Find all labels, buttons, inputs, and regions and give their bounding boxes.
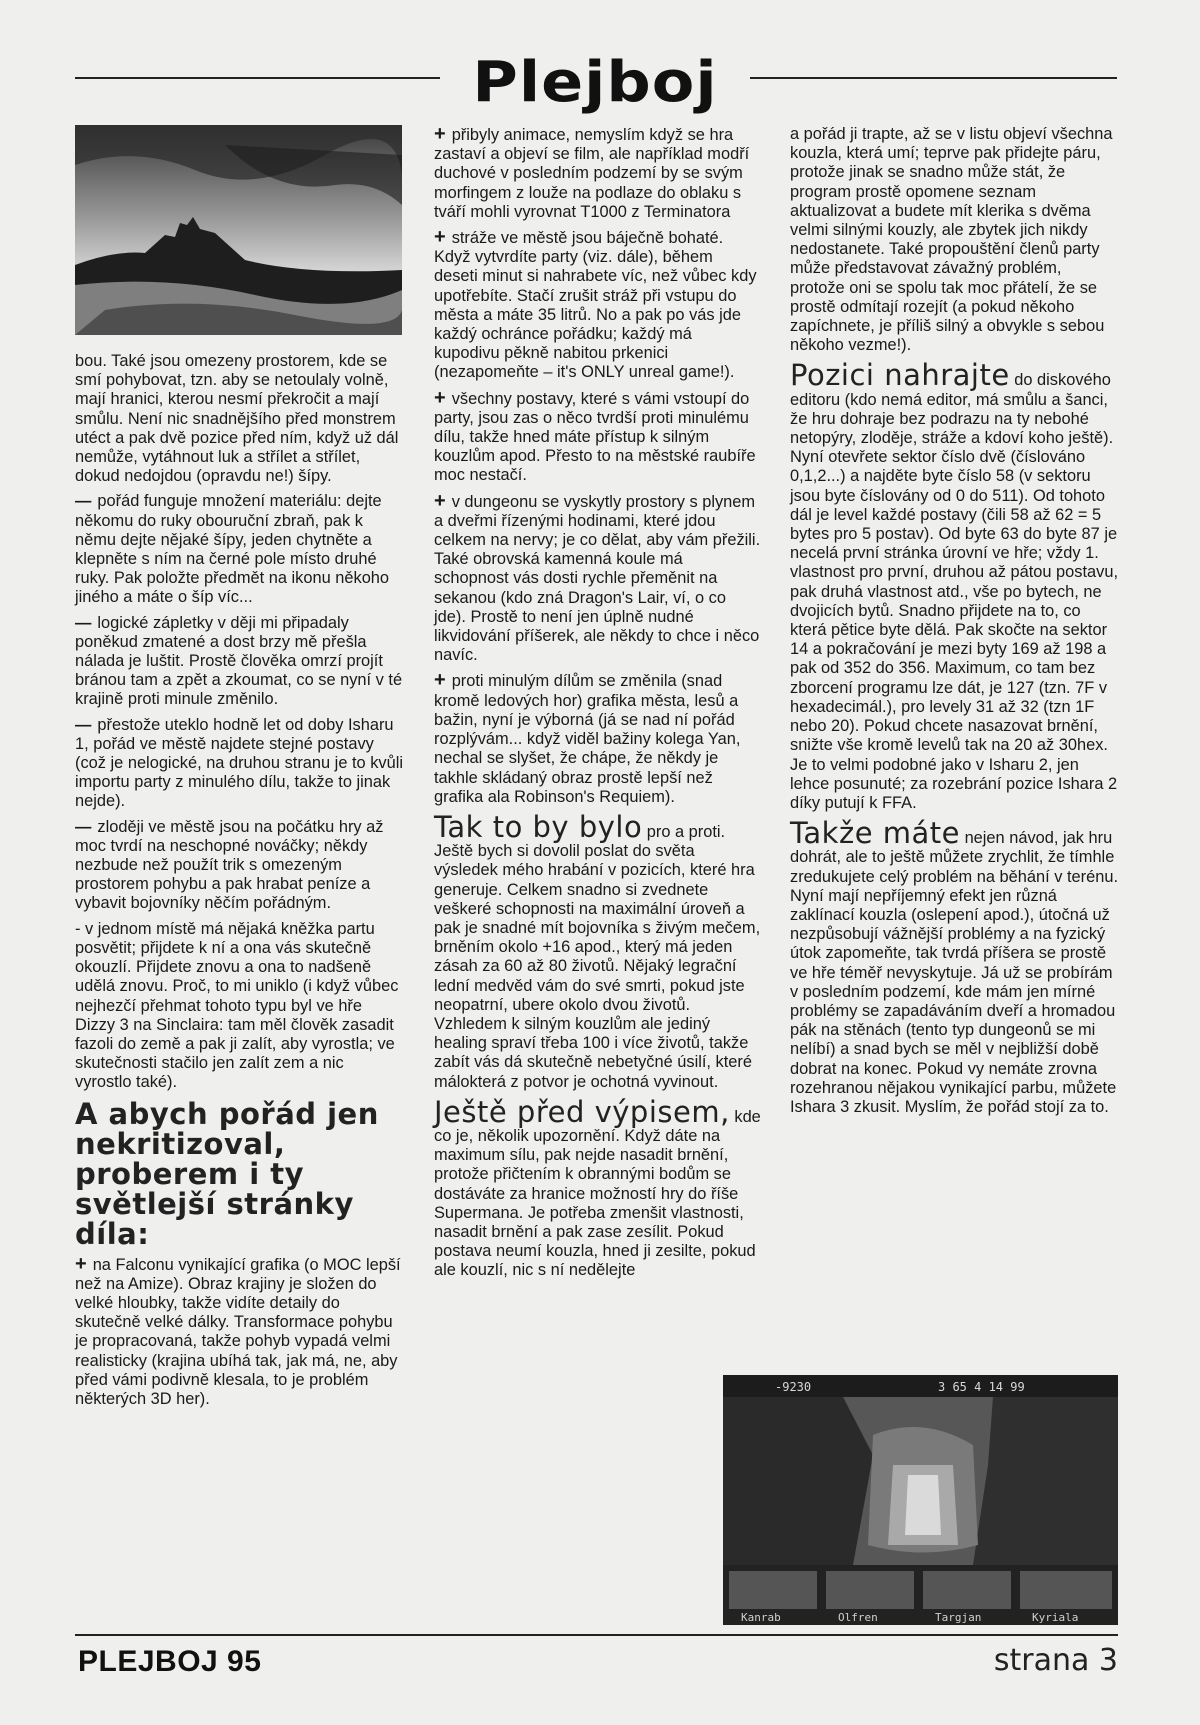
lead-in: Ještě před výpisem, [434,1094,730,1129]
masthead-rule-left [75,77,440,79]
paragraph: a pořád ji trapte, až se v listu objeví všechna kouzla, která umí; teprve pak přidejte páru, protože jinak se snadno může stát, že program prostě opomene seznam aktualizovat a budete mít klerika s dvěma velmi silnými kouzly, ale zbytek jich nikdy nedostanete. Také propouštění členů party může představovat závažný problém, protože oni se spolu tak moc přátelí, že se prostě odmítají rozejít (a pokud někoho zapíchnete, je příliš silný a obvykle s sebou někoho vezme!). [790,125,1113,355]
paragraph: bou. Také jsou omezeny prostorem, kde se smí pohybovat, tzn. aby se netoulaly volně, mají hranici, kterou nesmí překročit a mají smůlu. Není nic snadnějšího před monstrem utéct a pak dvě pozice před ním, když už dál nemůže, vytáhnout luk a střílet a střílet, dokud nedojdou (opravdu ne!) šípy. [75,352,399,486]
column-3 [790,125,1118,1123]
masthead-rule-right [750,77,1117,79]
lead-in: Tak to by bylo [434,809,643,844]
column-1 [75,352,403,1415]
paragraph: Pozici nahrajte do diskového editoru (kdo nemá editor, má smůlu a šanci, že hru dohraje bez podrazu na ty nebohé netopýry, zloděje, stráže a kdoví koho ještě). Nyní otevřete sektor číslo dvě (číslováno 0,1,2...) a najděte byte číslo 58 (v sektoru jsou byte číslovány od 0 do 511). Od tohoto dál je level každé postavy (čili 58 až 62 = 5 bytes pro 5 postav). Od byte 63 do byte 87 je necelá první stránka úrovní ve hře; vždy 1. vlastnost pro první, druhou až pátou postavu, pak druhá vlastnost atd., vše po bytech, ne dvojicích bytů. Snadno přijdete na to, co která pětice byte dělá. Pak skočte na sektor 14 a pokračování je mezi byty 169 až 198 a pak od 352 do 356. Maximum, co tam bez zborcení programu lze dát, je 127 (tzn. 7F v hexadecimál.), pro levely 31 až 32 (tzn 1F nebo 20). Pokud chcete nasazovat brnění, snižte vše kromě levelů tak na 20 až 30hex. Je to velmi podobné jako v Isharu 2, jen lehce posunuté; za rozebrání pozice Ishara 2 díky putují k FFA. [790,358,1119,812]
party-member-name: Targjan [935,1611,982,1624]
masthead-logo [440,46,750,118]
footer-magazine-name: PLEJBOJ 95 [78,1645,262,1678]
party-member-name: Kanrab [741,1611,781,1624]
paragraph: + na Falconu vynikající grafika (o MOC lepší než na Amize). Obraz krajiny je složen do velké hloubky, takže vidíte detaily do skutečně velké dálky. Transformace pohybu je propracovaná, takže pohyb vypadá velmi realisticky (krajina ubíhá tak, jak má, ne, aby před vámi podivně klesala, to je problém některých 3D her). [75,1252,401,1408]
game-screenshot [723,1375,1118,1625]
paragraph: + v dungeonu se vyskytly prostory s plynem a dveřmi řízenými hodinami, které jdou celkem na nervy; je co dělat, aby vám přežili. Také obrovská kamenná koule má schopnost vás dosti rychle přeměnit na sekanou (kdo zná Dragon's Lair, ví, o co jde). Prostě to není jen úplně nudné likvidování příšerek, ale někdy to chce i něco navíc. [434,489,761,665]
castle-landscape-photo [75,125,402,335]
paragraph: — pořád funguje množení materiálu: dejte někomu do ruky obouruční zbraň, pak k němu dejte nějaké šípy, jeden chytněte a klepněte s ním na černé pole místo druhé ruky. Pak položte předmět na ikonu někoho jiného a máte o šíp víc... [75,492,390,607]
lead-in: Takže máte [790,816,960,851]
paragraph: — zloději ve městě jsou na počátku hry až moc tvrdí na neschopné nováčky; někdy nezbude než použít trik s omezeným prostorem pohybu a pak hrabat peníze a vybavit bojovníky něčím pořádným. [75,817,384,913]
paragraph: Tak to by bylo pro a proti. Ještě bych si dovolil poslat do světa výsledek mého hrabání v pozicích, které hra generuje. Celkem snadno si zvednete veškeré schopnosti na maximální úroveň a pak je snadné mít bojovníka s živým mečem, brněním okolo +16 apod., který má jeden zásah za 60 až 80 životů. Nějaký legrační lední medvěd vám do své smrti, pokud jste neopatrní, ubere okolo dvou životů. Vzhledem k silným kouzlům ale jediný healing spraví třeba 100 i více životů, takže zabít vás dá skutečně nebetyčné úsilí, které málokterá z potvor je ochotná vyvinout. [434,809,761,1091]
paragraph: — logické zápletky v ději mi připadaly poněkud zmatené a dost brzy mě přešla nálada je luštit. Prostě člověka omrzí projít bránou tam a zpět a zkoumat, co se nyní v té krajině proti minule změnilo. [75,613,403,709]
footer-rule [75,1634,1118,1636]
paragraph: — přestože uteklo hodně let od doby Isharu 1, pořád ve městě najdete stejné postavy (což je nelogické, na druhou stranu je to kvůli importu party z minulého dílu, takže to jinak nejde). [75,715,403,811]
lead-in: Pozici nahrajte [790,358,1010,393]
party-member-name: Olfren [838,1611,878,1624]
party-member-name: Kyriala [1032,1611,1079,1624]
paragraph: Takže máte nejen návod, jak hru dohrát, ale to ještě můžete zrychlit, že tímhle zredukujete celý problém na běhání v terénu. Nyní mají nepříjemný efekt jen různá zaklínací kouzla (oslepení apod.), útočná už nezpůsobují vážnější problémy a na fyzický útok zapomeňte, tak tvrdá příšera se prostě ve hře téměř nevyskytuje. Já už se probírám v posledním podzemí, kde mám jen mírné problémy se zapadáváním dveří a hromadou pák na stěnách (tento typ dungeonů se mi nelíbí) a snad bych se měl v nejbližší době dobrat na konec. Pokud vy nemáte zrovna rozehranou nějakou vynikající parbu, můžete Ishara 3 zkusit. Myslím, že pořád stojí za to. [790,816,1119,1116]
paragraph: + proti minulým dílům se změnila (snad kromě ledových hor) grafika města, lesů a bažin, nyní je výborná (já se nad ní pořád rozplývám... když viděl bažiny kolega Yan, nechal se slyšet, že chápe, že někdy je takhle skládaný obraz prostě lepší než grafika ala Robinson's Requiem). [434,669,741,806]
paragraph: + všechny postavy, které s vámi vstoupí do party, jsou zas o něco tvrdší proti minulému dílu, takže hned máte přístup k silným kouzlům apod. Přesto to na městské raubíře moc nestačí. [434,386,756,485]
game-stats: 3 65 4 14 99 [938,1380,1025,1394]
paragraph: - v jednom místě má nějaká kněžka partu posvětit; přijdete k ní a ona vás skutečně okouzlí. Přijdete znovu a ona to nadšeně udělá znovu. Proč, to mi uniklo (i když vůbec nejhezčí přehmat tohoto typu byl ve hře Dizzy 3 na Sinclaira: tam měl člověk zasadit fazoli do země a pak ji zalít, aby vyrostla; ve skutečnosti stačilo jen zalít zem a nic vyrostlo také). [75,919,399,1092]
paragraph: + stráže ve městě jsou báječně bohaté. Když vytvrdíte party (viz. dále), během deseti minut si nahrabete víc, než vůbec kdy upotřebíte. Stačí zrušit stráž při vstupu do města a máte 35 litrů. No a pak po vás jde každý ochránce pořádku; každý má kupodivu pěkně nabitou prkenici (nezapomeňte – it's ONLY unreal game!). [434,226,757,382]
paragraph: Ještě před výpisem, kde co je, několik upozornění. Když dáte na maximum sílu, pak nejde nasadit brnění, protože přičtením k obrannými bodům se dostáváte za hranice možností hry do říše Supermana. Je potřeba zmenšit vlastnosti, nasadit brnění a pak zase zesílit. Pokud postava neumí kouzla, hned ji zesilte, pokud ale kouzlí, nic s ní nedělejte [434,1094,761,1280]
paragraph: + přibyly animace, nemyslím když se hra zastaví a objeví se film, ale například modří duchové v posledním podzemí by se svým morfingem z louže na podlaze do oblaku s tváří mohli vyrovnat T1000 z Terminatora [434,123,750,221]
section-heading: A abych pořád jen nekritizoval, proberem i ty světlejší stránky díla: [75,1096,379,1251]
masthead-title: Plejboj [472,48,718,115]
column-2 [434,125,761,1287]
game-score: -9230 [775,1380,812,1394]
footer-page-number: strana 3 [993,1643,1118,1678]
